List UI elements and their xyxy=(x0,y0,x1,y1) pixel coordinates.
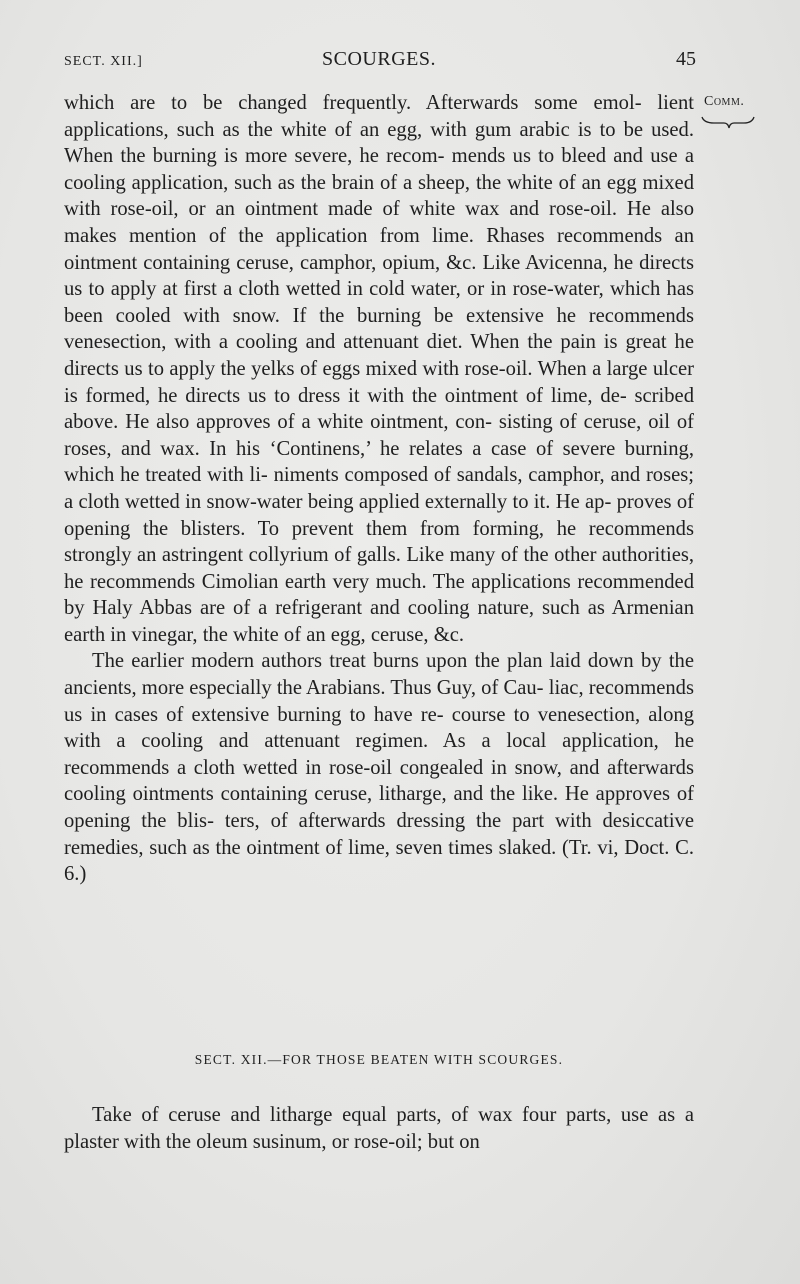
margin-note-commentary: Comm. xyxy=(704,94,745,109)
page-number: 45 xyxy=(676,48,696,70)
header-section: SECT. XII.] xyxy=(64,54,143,69)
brace-mark xyxy=(700,114,756,130)
running-head xyxy=(64,48,696,74)
header-title: SCOURGES. xyxy=(322,48,436,70)
paragraph-burns-treatment: which are to be changed frequently. Afterwards some emol- lient applications, such as the white of an egg, with gum arabic is to be used. When the burning is more severe, he recom- mends us to bleed and use a cooling application, such as the brain of a sheep, the white of an egg mixed with rose-oil, or an ointment made of white wax and rose-oil. He also makes mention of the application from lime. Rhases recommends an ointment containing ceruse, camphor, opium, &c. Like Avicenna, he directs us to apply at first a cloth wetted in cold water, or in rose-water, which has been cooled with snow. If the burning be extensive he recommends venesection, with a cooling and attenuant diet. When the pain is great he directs us to apply the yelks of eggs mixed with rose-oil. When a large ulcer is formed, he directs us to dress it with the ointment of lime, de- scribed above. He also approves of a white ointment, con- sisting of ceruse, oil of roses, and wax. In his ‘Continens,’ he relates a case of severe burning, which he treated with li- niments composed of sandals, camphor, and roses; a cloth wetted in snow-water being applied externally to it. He ap- proves of opening the blisters. To prevent them from forming, he recommends strongly an astringent collyrium of galls. Like many of the other authorities, he recommends Cimolian earth very much. The applications recommended by Haly Abbas are of a refrigerant and cooling nature, such as Armenian earth in vinegar, the white of an egg, ceruse, &c. xyxy=(64,92,694,646)
paragraph-modern-authors: The earlier modern authors treat burns upon the plan laid down by the ancients, more especially the Arabians. Thus Guy, of Cau- liac, recommends us in cases of extensive burning to have re- course to venesection, along with a cooling and attenuant regimen. As a local application, he recommends a cloth wetted in rose-oil congealed in snow, and afterwards cooling ointments containing ceruse, litharge, and the like. He approves of opening the blis- ters, of afterwards dressing the part with desiccative remedies, such as the ointment of lime, seven times slaked. (Tr. vi, Doct. C. 6.) xyxy=(64,650,694,886)
section-text: Take of ceruse and litharge equal parts, of wax four parts, use as a plaster with the oleum susinum, or rose-oil; but on xyxy=(64,1104,694,1153)
section-heading: SECT. XII.—FOR THOSE BEATEN WITH SCOURGES. xyxy=(194,1052,564,1067)
main-text xyxy=(64,90,694,888)
